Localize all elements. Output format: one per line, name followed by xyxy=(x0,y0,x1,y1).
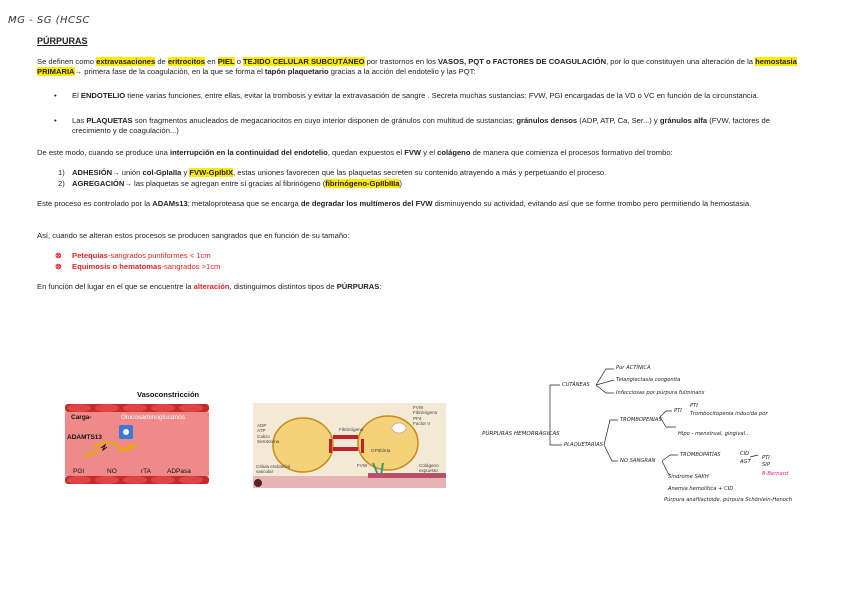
page-title: PÚRPURAS xyxy=(37,36,88,46)
platelet-adhesion-figure: ADP ATP Calcio Serotonina Fibrinógeno GPIIb/IIIa FVW Fibrinógeno PF4 Factor V FVW Célula endotelial vascular Colágeno expuesto xyxy=(253,403,446,488)
types-paragraph: En función del lugar en el que se encuentre la alteración, distinguimos distintos tipos de PÚRPURAS: xyxy=(37,282,382,291)
no-entry-icon: ⊗ xyxy=(55,262,62,271)
handwritten-notes: PÚRPURAS HEMORRÁGICAS CUTÁNEAS Por ACTÍNICA Telangiectasia congénita Infecciosas por púrpura fulminans PLAQUETARIAS TROMBOPENIAS PTI PTI Trombocitopenia inducida por Hipo - menstrual, gingival... NO SANGRAN TROMBOPATÍAS CID AGT PTI SIP B-Bernard Síndrome SAKH Anemia hemolítica + CID Púrpura anafilactoide, púrpura Schönlein-Henoch xyxy=(478,355,818,515)
bleeding-paragraph: Así, cuando se alteran estos procesos se producen sangrados que en función de su tamaño: xyxy=(37,231,350,240)
no-entry-icon: ⊗ xyxy=(55,251,62,260)
header-tag: MG - SG (HCSC xyxy=(8,15,91,26)
vasoconstriction-figure: Vasoconstricción Carga- Glucosaminoglucanos ADAMTS13 PGI NO rTA ADPasa xyxy=(63,388,213,488)
adams13-paragraph: Este proceso es controlado por la ADAMs13; metaloproteasa que se encarga de degradar los multímeros del FVW disminuyendo su actividad, evitando así que se forme trombo pero permitiendo la hemostasia. xyxy=(37,199,752,208)
endothelium-paragraph: De este modo, cuando se produce una interrupción en la continuidad del endotelio, quedan expuestos el FVW y el colágeno de manera que comienza el procesos formativo del trombo: xyxy=(37,148,673,157)
intro-paragraph: Se definen como extravasaciones de eritrocitos en PIEL o TEJIDO CELULAR SUBCUTÁNEO por trastornos en los VASOS, PQT o FACTORES DE COAGULACIÓN, por lo que constituyen una alteración de la hemostasia PRIMARIA→ primera fase de la coagulación, en la que se forma el tapón plaquetario gracias a la acción del endotelio y las PQT: xyxy=(37,57,797,76)
figure-title: Vasoconstricción xyxy=(137,390,200,399)
